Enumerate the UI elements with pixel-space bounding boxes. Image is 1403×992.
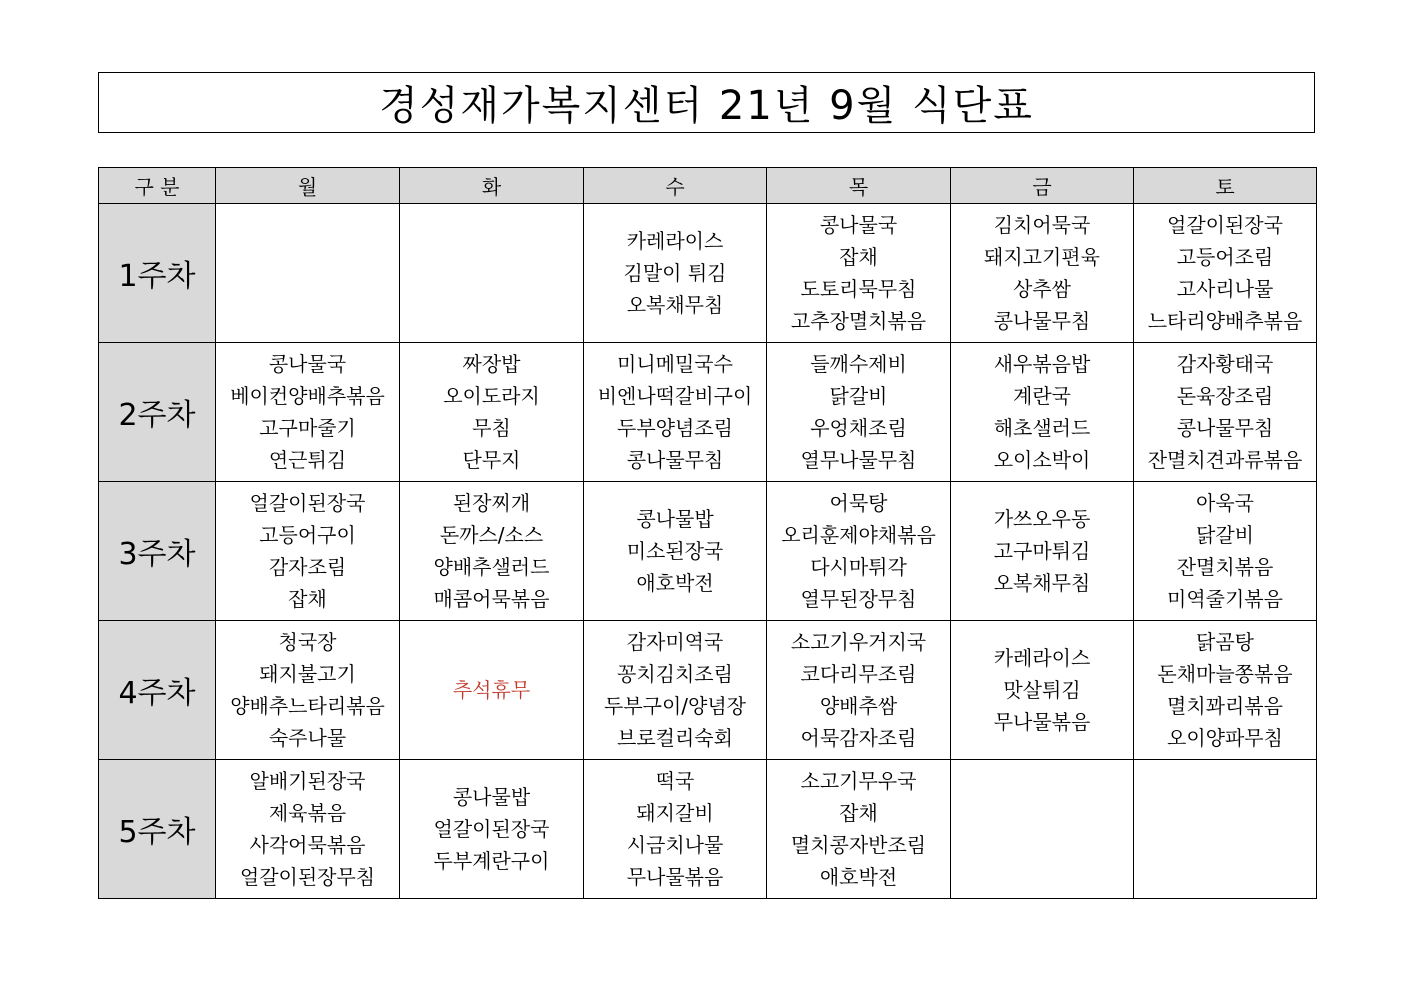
menu-item: 어묵탕 xyxy=(829,491,888,515)
menu-cell xyxy=(400,343,584,482)
header-day: 월 xyxy=(216,168,400,204)
menu-item: 김말이 튀김 xyxy=(623,261,727,285)
menu-item: 브로컬리숙회 xyxy=(617,726,733,750)
menu-item: 무나물볶음 xyxy=(993,710,1091,734)
menu-item: 미니메밀국수 xyxy=(617,352,733,376)
menu-item: 맛살튀김 xyxy=(1003,678,1081,702)
menu-item: 콩나물무침 xyxy=(993,309,1091,333)
menu-item: 청국장 xyxy=(278,630,337,654)
menu-item: 도토리묵무침 xyxy=(800,277,917,301)
menu-item: 잡채 xyxy=(839,245,878,269)
meal-plan-body xyxy=(99,204,1317,899)
menu-item: 오복채무침 xyxy=(993,571,1091,595)
menu-item: 고추장멸치볶음 xyxy=(790,309,927,333)
menu-item: 돈채마늘쫑볶음 xyxy=(1157,662,1293,686)
menu-item: 감자황태국 xyxy=(1176,352,1274,376)
menu-cell xyxy=(1134,621,1317,760)
menu-item: 카레라이스 xyxy=(626,229,724,253)
week-label: 3주차 xyxy=(99,482,216,621)
week-label: 4주차 xyxy=(99,621,216,760)
menu-item: 오복채무침 xyxy=(626,293,724,317)
menu-item: 카레라이스 xyxy=(993,646,1091,670)
menu-item: 짜장밥 xyxy=(462,352,521,376)
menu-item: 새우볶음밥 xyxy=(993,352,1091,376)
menu-item: 돼지갈비 xyxy=(636,801,714,825)
menu-item: 양배추느타리볶음 xyxy=(230,694,385,718)
header-day: 수 xyxy=(584,168,767,204)
menu-item: 미소된장국 xyxy=(626,539,724,563)
menu-item: 얼갈이된장국 xyxy=(433,817,550,841)
menu-item: 콩나물밥 xyxy=(452,785,531,809)
menu-item: 떡국 xyxy=(655,769,695,793)
menu-item: 고등어조림 xyxy=(1176,245,1274,269)
menu-item: 애호박전 xyxy=(819,865,898,889)
header-day: 금 xyxy=(951,168,1134,204)
menu-item: 잡채 xyxy=(839,801,878,825)
menu-item: 얼갈이된장국 xyxy=(249,491,366,515)
menu-cell xyxy=(584,482,767,621)
menu-item: 우엉채조림 xyxy=(810,416,907,440)
menu-item: 콩나물무침 xyxy=(626,448,724,472)
menu-item: 애호박전 xyxy=(636,571,714,595)
menu-item: 고사리나물 xyxy=(1176,277,1274,301)
menu-item: 돼지고기편육 xyxy=(984,245,1100,269)
menu-cell xyxy=(216,204,400,343)
menu-item: 가쓰오우동 xyxy=(993,507,1091,531)
menu-item: 멸치콩자반조림 xyxy=(790,833,927,857)
page-title: 경성재가복지센터 21년 9월 식단표 xyxy=(98,72,1315,133)
menu-item: 꽁치김치조림 xyxy=(617,662,733,686)
menu-item: 사각어묵볶음 xyxy=(249,833,366,857)
menu-item: 닭곰탕 xyxy=(1196,630,1254,654)
menu-item: 고구마튀김 xyxy=(993,539,1091,563)
menu-item: 추석휴무 xyxy=(452,678,531,702)
menu-cell xyxy=(400,760,584,899)
menu-item: 두부구이/양념장 xyxy=(604,694,746,718)
menu-item: 아욱국 xyxy=(1196,491,1254,515)
week-row xyxy=(99,343,1317,482)
menu-item: 고등어구이 xyxy=(259,523,356,547)
week-row xyxy=(99,204,1317,343)
menu-item: 잔멸치볶음 xyxy=(1176,555,1274,579)
meal-plan-table xyxy=(98,167,1317,899)
menu-item: 닭갈비 xyxy=(1196,523,1254,547)
menu-cell xyxy=(951,482,1134,621)
menu-cell xyxy=(216,343,400,482)
menu-item: 감자조림 xyxy=(268,555,347,579)
menu-item: 콩나물밥 xyxy=(636,507,714,531)
menu-cell xyxy=(951,760,1134,899)
menu-item: 고구마줄기 xyxy=(259,416,356,440)
menu-cell xyxy=(216,621,400,760)
menu-cell xyxy=(400,482,584,621)
menu-item: 비엔나떡갈비구이 xyxy=(597,384,753,408)
menu-cell xyxy=(400,621,584,760)
header-day: 화 xyxy=(400,168,584,204)
menu-cell xyxy=(1134,343,1317,482)
menu-item: 어묵감자조림 xyxy=(800,726,917,750)
menu-item: 얼갈이된장무침 xyxy=(239,865,376,889)
week-row xyxy=(99,482,1317,621)
menu-item: 숙주나물 xyxy=(268,726,347,750)
menu-item: 오이도라지 xyxy=(443,384,540,408)
menu-item: 오리훈제야채볶음 xyxy=(781,523,936,547)
header-day: 토 xyxy=(1134,168,1317,204)
header-category: 구 분 xyxy=(99,168,216,204)
menu-cell xyxy=(584,343,767,482)
week-row xyxy=(99,621,1317,760)
menu-item: 콩나물무침 xyxy=(1176,416,1274,440)
menu-item: 닭갈비 xyxy=(829,384,888,408)
menu-item: 무침 xyxy=(472,416,511,440)
header-row xyxy=(99,168,1317,204)
menu-item: 김치어묵국 xyxy=(993,213,1091,237)
menu-item: 해초샐러드 xyxy=(993,416,1091,440)
menu-cell xyxy=(584,204,767,343)
menu-item: 제육볶음 xyxy=(268,801,347,825)
menu-item: 오이소박이 xyxy=(993,448,1091,472)
menu-item: 돈까스/소스 xyxy=(439,523,544,547)
menu-cell xyxy=(767,621,951,760)
menu-item: 연근튀김 xyxy=(268,448,347,472)
menu-item: 양배추쌈 xyxy=(819,694,898,718)
menu-cell xyxy=(951,621,1134,760)
menu-cell xyxy=(767,204,951,343)
menu-item: 된장찌개 xyxy=(452,491,531,515)
menu-item: 베이컨양배추볶음 xyxy=(230,384,385,408)
menu-item: 느타리양배추볶음 xyxy=(1147,309,1303,333)
menu-cell xyxy=(400,204,584,343)
menu-item: 미역줄기볶음 xyxy=(1167,587,1283,611)
menu-cell xyxy=(216,760,400,899)
menu-item: 매콤어묵볶음 xyxy=(433,587,550,611)
menu-item: 잔멸치견과류볶음 xyxy=(1147,448,1303,472)
menu-cell xyxy=(767,482,951,621)
menu-item: 콩나물국 xyxy=(268,352,347,376)
menu-item: 양배추샐러드 xyxy=(433,555,550,579)
menu-cell xyxy=(951,204,1134,343)
menu-cell xyxy=(767,760,951,899)
menu-cell xyxy=(584,760,767,899)
menu-cell xyxy=(1134,204,1317,343)
menu-cell xyxy=(767,343,951,482)
menu-cell xyxy=(584,621,767,760)
menu-cell xyxy=(1134,482,1317,621)
menu-item: 다시마튀각 xyxy=(810,555,907,579)
week-row xyxy=(99,760,1317,899)
menu-item: 계란국 xyxy=(1013,384,1071,408)
week-label: 5주차 xyxy=(99,760,216,899)
menu-item: 열무나물무침 xyxy=(800,448,917,472)
menu-cell xyxy=(216,482,400,621)
menu-item: 열무된장무침 xyxy=(800,587,917,611)
menu-item: 무나물볶음 xyxy=(626,865,724,889)
header-day: 목 xyxy=(767,168,951,204)
menu-item: 두부양념조림 xyxy=(617,416,733,440)
menu-cell xyxy=(951,343,1134,482)
menu-item: 감자미역국 xyxy=(626,630,724,654)
menu-item: 잡채 xyxy=(288,587,327,611)
menu-item: 멸치꽈리볶음 xyxy=(1167,694,1283,718)
menu-item: 코다리무조림 xyxy=(800,662,917,686)
menu-item: 시금치나물 xyxy=(626,833,724,857)
menu-item: 들깨수제비 xyxy=(810,352,907,376)
menu-item: 돈육장조림 xyxy=(1176,384,1274,408)
menu-item: 오이양파무침 xyxy=(1167,726,1283,750)
menu-item: 콩나물국 xyxy=(819,213,898,237)
week-label: 2주차 xyxy=(99,343,216,482)
menu-item: 소고기무우국 xyxy=(800,769,917,793)
week-label: 1주차 xyxy=(99,204,216,343)
menu-item: 상추쌈 xyxy=(1013,277,1071,301)
menu-item: 알배기된장국 xyxy=(249,769,366,793)
menu-item: 얼갈이된장국 xyxy=(1167,213,1283,237)
menu-item: 단무지 xyxy=(462,448,521,472)
menu-item: 두부계란구이 xyxy=(433,849,550,873)
menu-item: 돼지불고기 xyxy=(259,662,356,686)
menu-cell xyxy=(1134,760,1317,899)
menu-item: 소고기우거지국 xyxy=(790,630,927,654)
